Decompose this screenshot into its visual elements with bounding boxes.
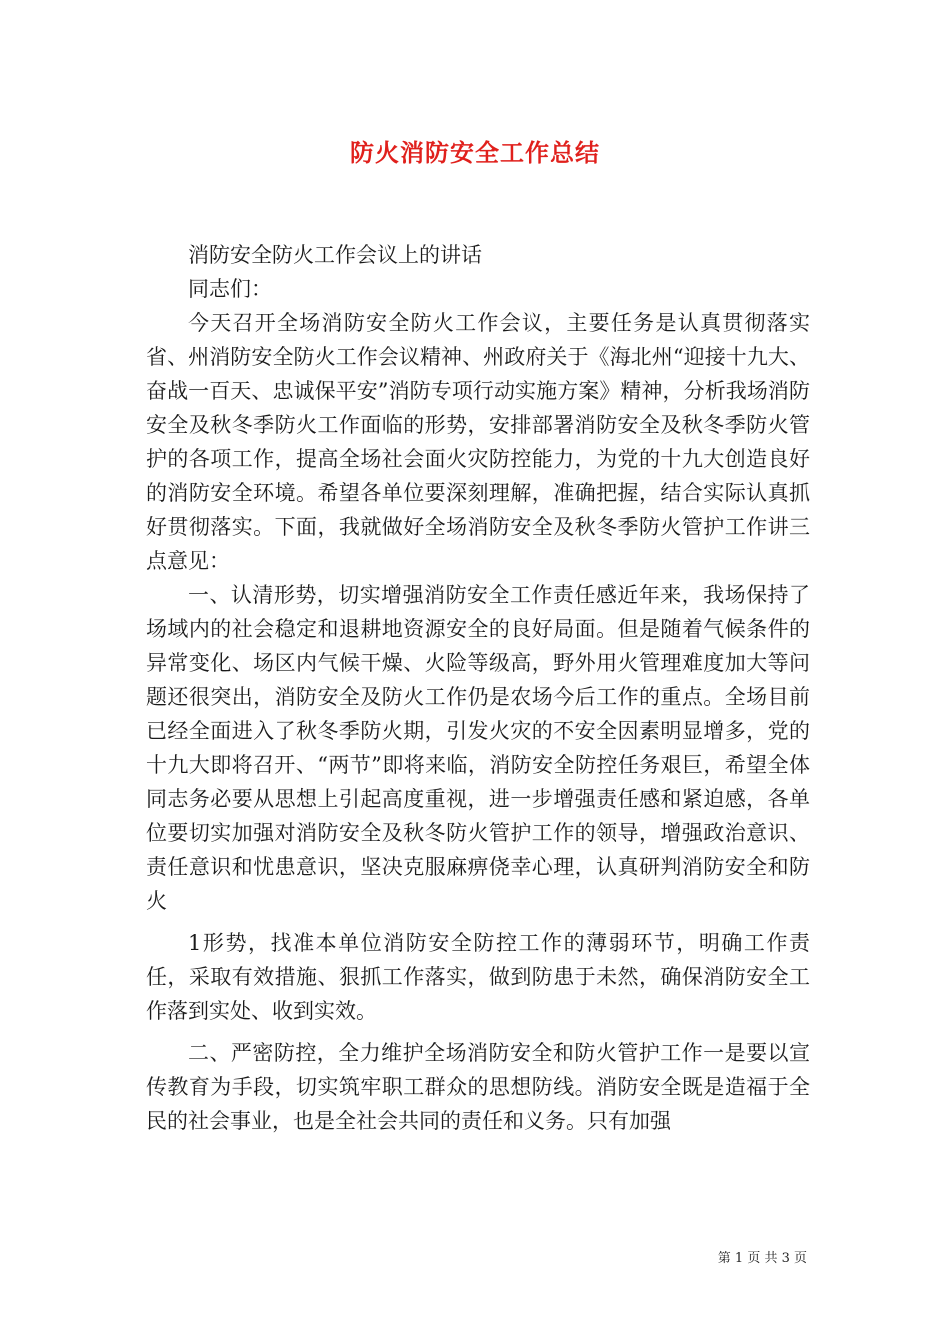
speech-heading: 消防安全防火工作会议上的讲话 xyxy=(188,243,482,267)
paragraph-section-one: 一、认清形势，切实增强消防安全工作责任感近年来，我场保持了场域内的社会稳定和退耕地资源安全的良好局面。但是随着气候条件的异常变化、场区内气候干燥、火险等级高，野外用火管理难度加大等问题还很突出，消防安全及防火工作仍是农场今后工作的重点。全场目前已经全面进入了秋冬季防火期，引发火灾的不安全因素明显增多，党的十九大即将召开、“两节”即将来临，消防安全防控任务艰巨，希望全体同志务必要从思想上引起高度重视，进一步增强责任感和紧迫感，各单位要切实加强对消防安全及秋冬防火管护工作的领导，增强政治意识、责任意识和忧患意识，坚决克服麻痹侥幸心理，认真研判消防安全和防火 xyxy=(146,583,810,913)
paragraph-section-one-continued: 1形势，找准本单位消防安全防控工作的薄弱环节，明确工作责任，采取有效措施、狠抓工作落实，做到防患于未然，确保消防安全工作落到实处、收到实效。 xyxy=(146,931,810,1023)
paragraph-section-two: 二、严密防控，全力维护全场消防安全和防火管护工作一是要以宣传教育为手段，切实筑牢职工群众的思想防线。消防安全既是造福于全民的社会事业，也是全社会共同的责任和义务。只有加强 xyxy=(146,1041,810,1133)
document-title: 防火消防安全工作总结 xyxy=(350,139,600,167)
page-number-footer: 第 1 页 共 3 页 xyxy=(717,1251,807,1266)
paragraph-intro: 今天召开全场消防安全防火工作会议，主要任务是认真贯彻落实省、州消防安全防火工作会议精神、州政府关于《海北州“迎接十九大、奋战一百天、忠诚保平安”消防专项行动实施方案》精神，分析我场消防安全及秋冬季防火工作面临的形势，安排部署消防安全及秋冬季防火管护的各项工作，提高全场社会面火灾防控能力，为党的十九大创造良好的消防安全环境。希望各单位要深刻理解，准确把握，结合实际认真抓好贯彻落实。下面，我就做好全场消防安全及秋冬季防火管护工作讲三点意见： xyxy=(146,311,810,573)
document-body xyxy=(146,238,810,1138)
salutation: 同志们： xyxy=(188,277,272,301)
